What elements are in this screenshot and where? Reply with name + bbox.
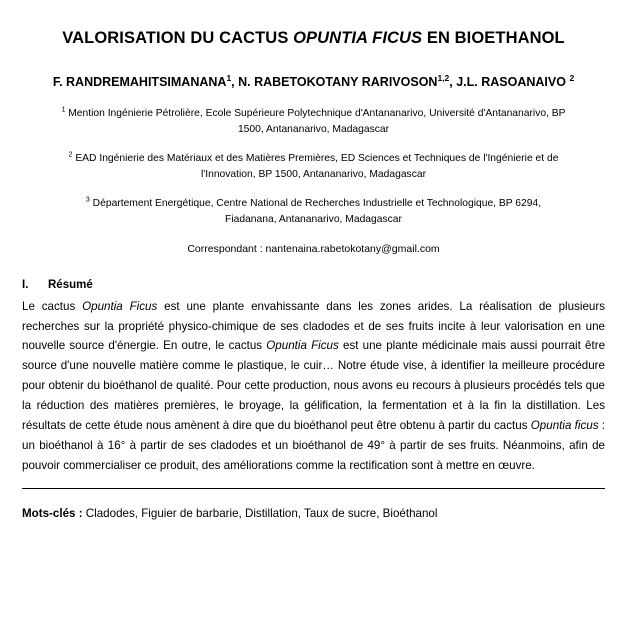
keywords-label: Mots-clés : — [22, 506, 83, 520]
correspondence-line: Correspondant : nantenaina.rabetokotany@gmail.com — [187, 242, 440, 255]
abstract-text-4: : un bioéthanol à 16° à partir de ses cladodes et un bioéthanol de 49° à partir de ses fruits. Néanmoins, afin de pouvoir commercialiser ce produit, des améliorations comme la rectification sont à mettre en œuvre. — [22, 419, 605, 473]
page-title — [22, 28, 605, 49]
title-species-name: OPUNTIA FICUS — [293, 29, 423, 47]
title-text-part1: VALORISATION DU CACTUS — [62, 29, 294, 47]
author-3-affiliation-marker: 2 — [569, 72, 575, 83]
affiliation-1 — [22, 106, 605, 138]
affiliation-2 — [22, 151, 605, 183]
author-1-affiliation-marker: 1 — [226, 72, 232, 83]
affiliation-3-text: Département Energétique, Centre National de Recherches Industrielle et Technologique, BP 6294, Fiadanana, Antananarivo, Madagascar — [89, 197, 542, 225]
abstract-text-3: est une plante médicinale mais aussi pourrait être source d'une nouvelle matière comme le plastique, le cuir… Notre étude vise, à identifier la meilleure procédure pour obtenir du bioéthanol de qualité. Pour cette production, nous avons eu recours à plusieurs procédés tels que la réduction des matières premières, le broyage, la gélification, la fermentation et à la fin la distillation. Les résultats de cette étude nous amènent à dire que du bioéthanol peut être obtenu à partir du cactus — [22, 339, 606, 433]
abstract-text-1: Le cactus — [22, 299, 83, 313]
keywords-line — [22, 505, 605, 524]
abstract-species-3: Opuntia ficus — [530, 419, 599, 433]
section-number: I. — [22, 278, 29, 291]
abstract-paragraph — [22, 297, 605, 476]
affiliation-1-marker: 1 — [61, 106, 66, 114]
abstract-species-2: Opuntia Ficus — [266, 339, 339, 353]
affiliation-1-text: Mention Ingénierie Pétrolière, Ecole Supérieure Polytechnique d'Antananarivo, Université d'Antananarivo, BP 1500, Antananarivo, Madagascar — [65, 107, 566, 135]
title-text-part2: EN BIOETHANOL — [422, 29, 565, 47]
section-title: Résumé — [48, 278, 93, 291]
affiliation-3-marker: 3 — [85, 196, 90, 204]
affiliation-3 — [22, 196, 605, 228]
affiliation-2-text: EAD Ingénierie des Matériaux et des Matières Premières, ED Sciences et Techniques de l'Ingénierie et de l'Innovation, BP 1500, Antananarivo, Madagascar — [72, 152, 559, 180]
keywords-divider — [22, 488, 605, 489]
section-heading-resume — [22, 279, 605, 291]
author-3: , J.L. RASOANAIVO — [449, 74, 570, 89]
author-1: F. RANDREMAHITSIMANANA — [52, 74, 227, 89]
author-2-affiliation-marker: 1,2 — [437, 72, 450, 83]
author-list — [22, 74, 605, 90]
abstract-species-1: Opuntia Ficus — [82, 299, 158, 313]
keywords-value: Cladodes, Figuier de barbarie, Distillation, Taux de sucre, Bioéthanol — [82, 506, 438, 520]
abstract-text-2: est une plante envahissante dans les zones arides. La réalisation de plusieurs recherches sur la propriété physico-chimique de ses cladodes et de ses fruits incite à leur valorisation en une nouvelle source d'énergie. En outre, le cactus — [22, 299, 606, 353]
author-2: , N. RABETOKOTANY RARIVOSON — [231, 74, 438, 89]
affiliation-2-marker: 2 — [68, 151, 73, 159]
